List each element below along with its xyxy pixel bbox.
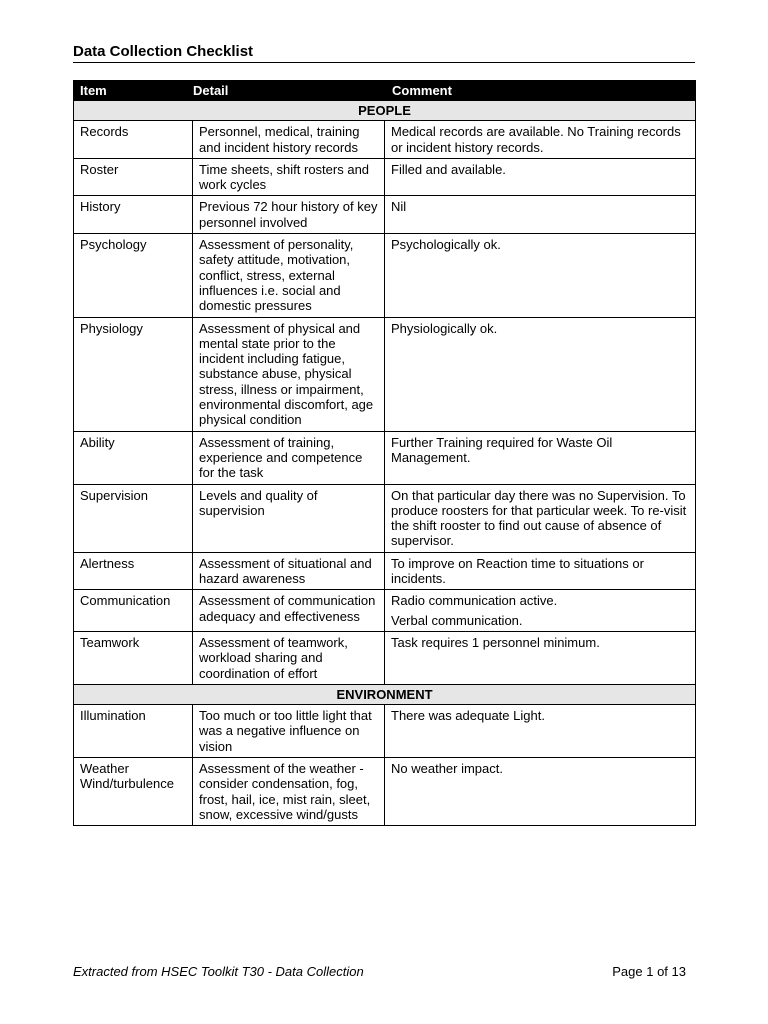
comment-text: On that particular day there was no Supervision. To produce roosters for that particular week. To re-visit the shift rooster to find out cause of absence of supervisor. (391, 487, 687, 549)
table-row (74, 121, 696, 159)
comment-cell (385, 158, 696, 196)
comment-cell (385, 631, 696, 684)
comment-text: Filled and available. (391, 161, 506, 177)
item-cell: Ability (74, 431, 193, 484)
item-cell: Weather Wind/turbulence (74, 757, 193, 825)
comment-text: Nil (391, 199, 407, 215)
section-header-row (74, 684, 696, 704)
table-row (74, 234, 696, 317)
table-row (74, 158, 696, 196)
comment-text: Radio communication active. (391, 593, 558, 609)
comment-cell (385, 552, 696, 590)
comment-text: Physiologically ok. (391, 320, 498, 336)
item-cell: History (74, 196, 193, 234)
footer-source: Extracted from HSEC Toolkit T30 - Data Collection (73, 964, 364, 979)
comment-cell (385, 317, 696, 431)
item-cell: Teamwork (74, 631, 193, 684)
section-title: PEOPLE (74, 101, 696, 121)
comment-cell (385, 121, 696, 159)
comment-text: Task requires 1 personnel minimum. (391, 634, 600, 650)
table-row (74, 757, 696, 825)
item-cell: Communication (74, 590, 193, 632)
comment-cell (385, 484, 696, 552)
item-cell: Alertness (74, 552, 193, 590)
comment-cell (385, 705, 696, 758)
detail-cell: Assessment of physical and mental state prior to the incident including fatigue, substance abuse, physical stress, illness or impairment, environmental discomfort, age physical condition (193, 317, 385, 431)
comment-cell (385, 196, 696, 234)
title-divider (73, 62, 695, 63)
comment-text: Medical records are available. No Training records or incident history records. (391, 124, 681, 155)
footer-page-number: Page 1 of 13 (612, 964, 686, 979)
detail-cell: Assessment of training, experience and competence for the task (193, 431, 385, 484)
detail-cell: Levels and quality of supervision (193, 484, 385, 552)
detail-cell: Assessment of situational and hazard awareness (193, 552, 385, 590)
comment-cell (385, 234, 696, 317)
table-row (74, 196, 696, 234)
detail-cell: Assessment of teamwork, workload sharing and coordination of effort (193, 631, 385, 684)
item-cell: Roster (74, 158, 193, 196)
item-cell: Psychology (74, 234, 193, 317)
section-title: ENVIRONMENT (74, 684, 696, 704)
column-header-comment: Comment (385, 81, 696, 101)
table-row (74, 590, 696, 632)
detail-cell: Assessment of personality, safety attitude, motivation, conflict, stress, external influences i.e. social and domestic pressures (193, 234, 385, 317)
comment-cell (385, 757, 696, 825)
table-row (74, 317, 696, 431)
detail-cell: Time sheets, shift rosters and work cycles (193, 158, 385, 196)
table-row (74, 631, 696, 684)
comment-text: Verbal communication. (391, 612, 523, 628)
item-cell: Records (74, 121, 193, 159)
section-header-row (74, 101, 696, 121)
detail-cell: Previous 72 hour history of key personnel involved (193, 196, 385, 234)
table-row (74, 431, 696, 484)
detail-cell: Assessment of the weather - consider condensation, fog, frost, hail, ice, mist rain, sleet, snow, excessive wind/gusts (193, 757, 385, 825)
comment-text: There was adequate Light. (391, 708, 545, 724)
column-header-item: Item (74, 81, 193, 101)
table-header-row (74, 81, 696, 101)
comment-cell (385, 431, 696, 484)
comment-text: No weather impact. (391, 760, 503, 776)
item-cell: Illumination (74, 705, 193, 758)
checklist-table (73, 80, 696, 826)
table-row (74, 484, 696, 552)
column-header-detail: Detail (193, 81, 385, 101)
comment-cell (385, 590, 696, 632)
item-cell: Physiology (74, 317, 193, 431)
detail-cell: Assessment of communication adequacy and effectiveness (193, 590, 385, 632)
table-row (74, 705, 696, 758)
comment-text: Further Training required for Waste Oil Management. (391, 434, 613, 465)
table-row (74, 552, 696, 590)
detail-cell: Too much or too little light that was a negative influence on vision (193, 705, 385, 758)
detail-cell: Personnel, medical, training and incident history records (193, 121, 385, 159)
comment-text: Psychologically ok. (391, 237, 501, 253)
page-title: Data Collection Checklist (73, 43, 254, 60)
checklist-body (74, 101, 696, 826)
comment-text: To improve on Reaction time to situations or incidents. (391, 555, 644, 587)
item-cell: Supervision (74, 484, 193, 552)
